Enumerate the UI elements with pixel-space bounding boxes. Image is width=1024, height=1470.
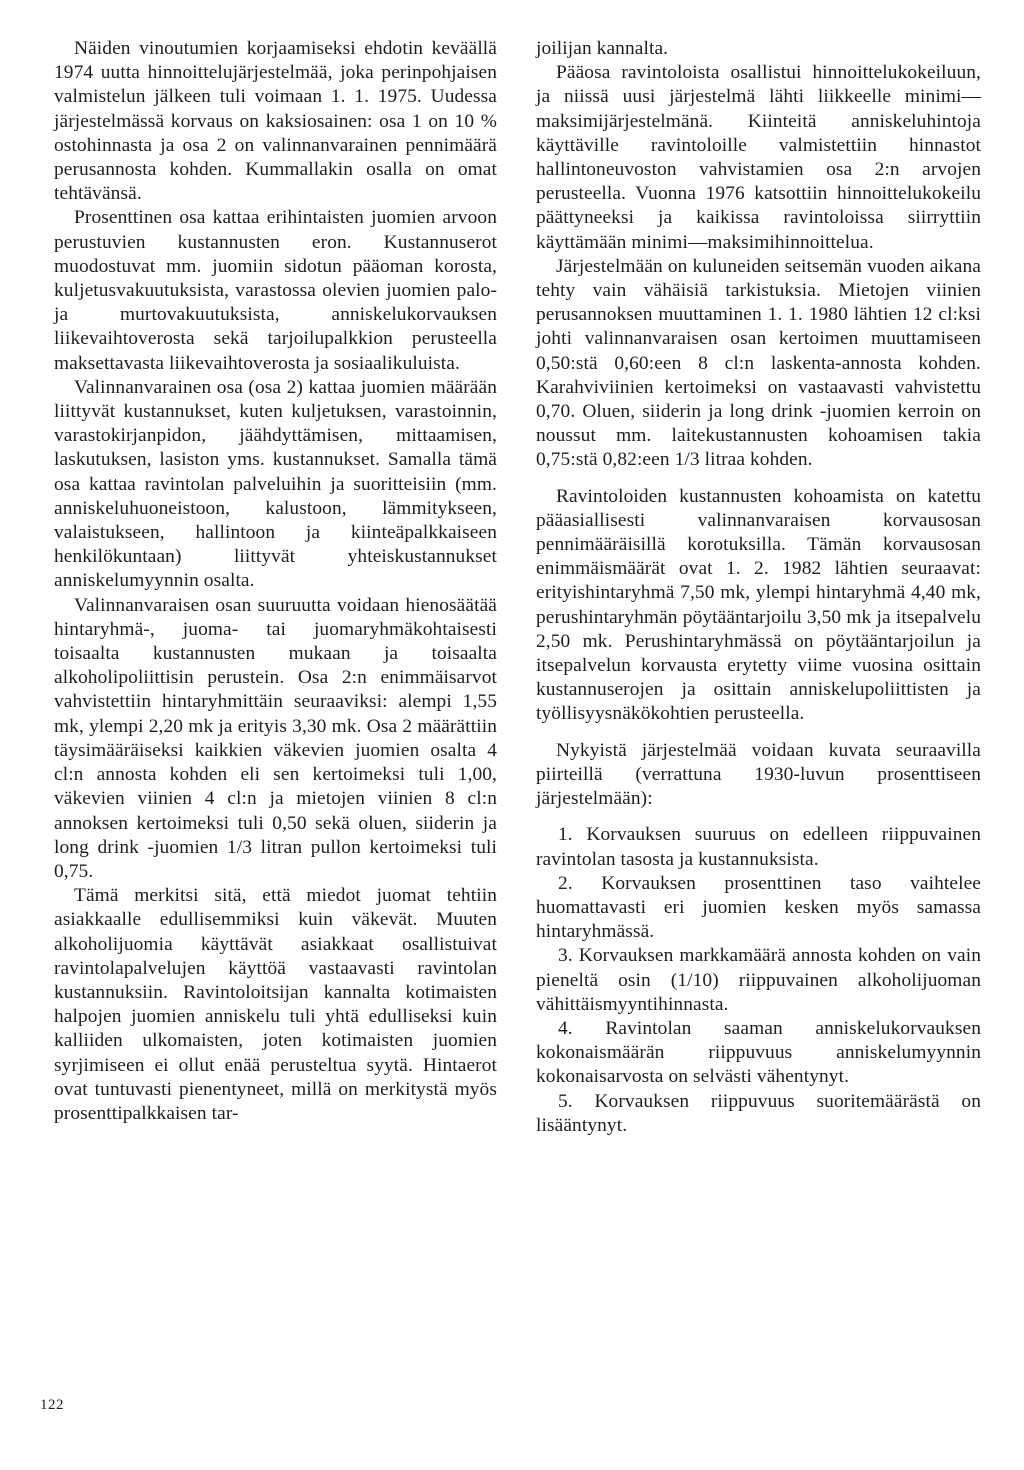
list-item: 3. Korvauksen markkamäärä annosta kohden on vain pieneltä osin (1/10) riippuvainen alkoholijuoman vähittäismyyntihinnasta. xyxy=(536,945,981,1015)
right-column xyxy=(536,37,981,1138)
paragraph: Nykyistä järjestelmää voidaan kuvata seuraavilla piirteillä (verrattuna 1930-luvun prosenttiseen järjestelmään): xyxy=(536,739,981,810)
paragraph: Näiden vinoutumien korjaamiseksi ehdotin keväällä 1974 uutta hinnoittelujärjestelmää, joka perinpohjaisen valmistelun jälkeen tuli voimaan 1. 1. 1975. Uudessa järjestelmässä korvaus on kaksiosainen: osa 1 on 10 % ostohinnasta ja osa 2 on valinnanvarainen pennimäärä perusannosta kohden. Kummallakin osalla on omat tehtävänsä. xyxy=(54,38,497,205)
paragraph: Prosenttinen osa kattaa erihintaisten juomien arvoon perustuvien kustannusten eron. Kustannuserot muodostuvat mm. juomiin sidotun pääoman korosta, kuljetusvakuutuksista, varastossa olevien juomien palo- ja murtovakuutuksista, anniskelukorvauksen liikevaihtoverosta sekä tarjoilupalkkion perusteella maksettavasta liikevaihtoverosta ja sosiaalikuluista. xyxy=(54,207,497,374)
paragraph: Pääosa ravintoloista osallistui hinnoittelukokeiluun, ja niissä uusi järjestelmä lähti liikkeelle minimi—maksimijärjestelmänä. Kiinteitä anniskeluhintoja käyttäville ravintoloille valmistettiin hinnastot hallintoneuvoston vahvistamien osa 2:n arvojen perusteella. Vuonna 1976 katsottiin hinnoittelukokeilu päättyneeksi ja kaikissa ravintoloissa siirryttiin käyttämään minimi—maksimihinnoittelua. xyxy=(536,62,981,253)
list-item: 4. Ravintolan saaman anniskelukorvauksen kokonaismäärän riippuvuus anniskelumyynnin kokonaisarvosta on selvästi vähentynyt. xyxy=(536,1017,981,1088)
page-number: 122 xyxy=(40,1397,64,1413)
paragraph: Tämä merkitsi sitä, että miedot juomat tehtiin asiakkaalle edullisemmiksi kuin väkevät. Muuten alkoholijuomia käyttävät asiakkaat osallistuivat ravintolapalvelujen käyttöä vastaavasti ravintolan kustannuksiin. Ravintoloitsijan kannalta kotimaisten halpojen juomien anniskelu tuli yhtä edulliseksi kuin kalliiden ulkomaisten, joten kotimaisten juomien syrjimiseen ei ollut enää perusteltua syytä. Hintaerot ovat tuntuvasti pienentyneet, millä on merkitystä myös prosenttipalkkaisen tar- xyxy=(54,885,497,1124)
paragraph-continuation: joilijan kannalta. xyxy=(536,38,669,59)
paragraph: Ravintoloiden kustannusten kohoamista on katettu pääasiallisesti valinnanvaraisen korvausosan pennimääräisillä korotuksilla. Tämän korvausosan enimmäismäärät ovat 1. 2. 1982 lähtien seuraavat: erityishintaryhmä 7,50 mk, ylempi hintaryhmä 4,40 mk, perushintaryhmän pöytääntarjoilu 3,50 mk ja itsepalvelu 2,50 mk. Perushintaryhmässä on pöytääntarjoilun ja itsepalvelun korvausta erytetty viime vuosina osittain kustannuserojen ja osittain anniskelupoliittisten ja työllisyysnäkökohtien perusteella. xyxy=(536,485,981,725)
list-item: 2. Korvauksen prosenttinen taso vaihtelee huomattavasti eri juomien kesken myös samassa hintaryhmässä. xyxy=(536,872,981,943)
list-item: 1. Korvauksen suuruus on edelleen riippuvainen ravintolan tasosta ja kustannuksista. xyxy=(536,824,981,870)
paragraph: Valinnanvaraisen osan suuruutta voidaan hienosäätää hintaryhmä-, juoma- tai juomaryhmäkohtaisesti toisaalta kustannusten mukaan ja toisaalta alkoholipoliittisin perustein. Osa 2:n enimmäisarvot vahvistettiin hintaryhmittäin seuraaviksi: alempi 1,55 mk, ylempi 2,20 mk ja erityis 3,30 mk. Osa 2 määrättiin täysimääräiseksi kaikkien väkevien juomien osalta 4 cl:n annosta kohden eli sen kertoimeksi tuli 1,00, väkevien viinien 4 cl:n ja mietojen viinien 8 cl:n annoksen kertoimeksi tuli 0,50 sekä oluen, siiderin ja long drink -juomien 1/3 litran pullon kertoimeksi tuli 0,75. xyxy=(54,594,497,882)
paragraph: Järjestelmään on kuluneiden seitsemän vuoden aikana tehty vain vähäisiä tarkistuksia. Mietojen viinien perusannoksen muuttaminen 1. 1. 1980 lähtien 12 cl:ksi johti valinnanvaraisen osan kertoimen muuttamiseen 0,50:stä 0,60:een 8 cl:n laskenta-annosta kohden. Karahviviinien kertoimeksi on vastaavasti vahvistettu 0,70. Oluen, siiderin ja long drink -juomien kerroin on noussut mm. laitekustannusten kohoamisen takia 0,75:stä 0,82:een 1/3 litraa kohden. xyxy=(536,255,981,471)
paragraph: Valinnanvarainen osa (osa 2) kattaa juomien määrään liittyvät kustannukset, kuten kuljetuksen, varastoinnin, varastokirjanpidon, jäähdyttämisen, mittaamisen, laskutuksen, lasiston yms. kustannukset. Samalla tämä osa kattaa ravintolan palveluihin ja suoritteisiin (mm. anniskeluhuoneistoon, kalustoon, lämmitykseen, valaistukseen, hallintoon ja kiinteäpalkkaiseen henkilökuntaan) liittyvät yhteiskustannukset anniskelumyynnin osalta. xyxy=(54,376,497,592)
left-column xyxy=(54,37,497,1126)
list-item: 5. Korvauksen riippuvuus suoritemäärästä on lisääntynyt. xyxy=(536,1090,981,1136)
